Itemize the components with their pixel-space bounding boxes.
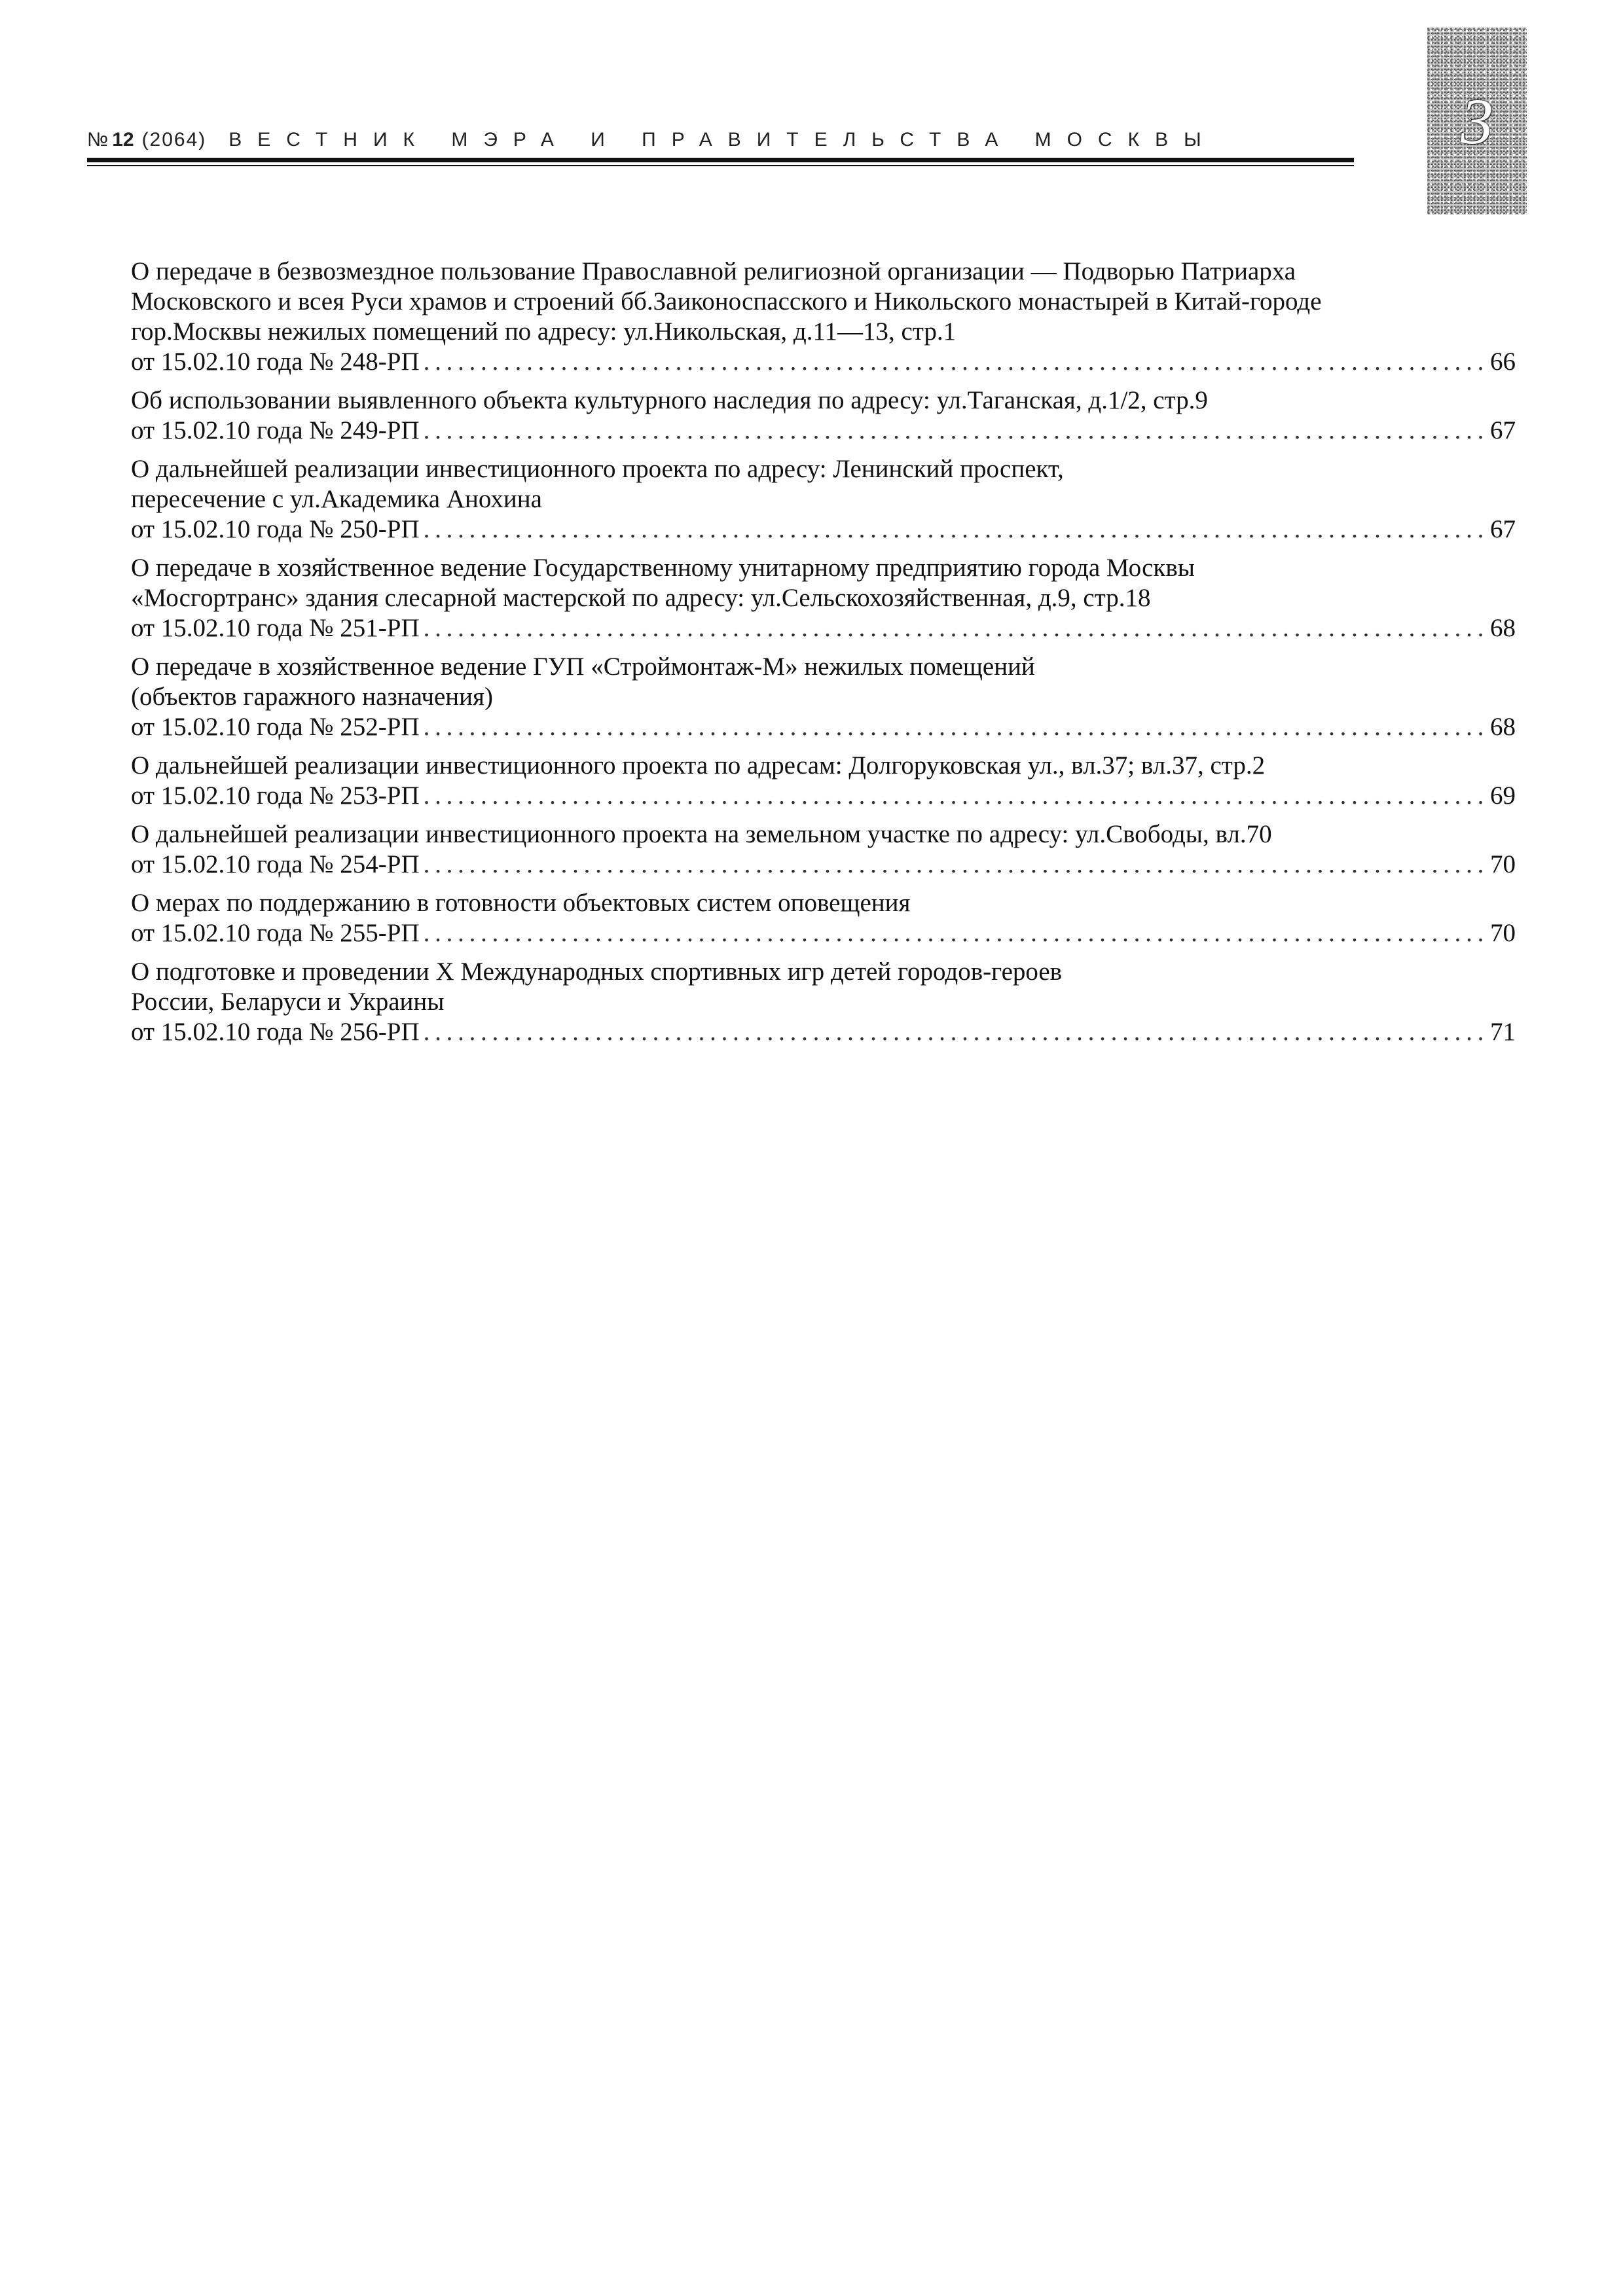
toc-entry-page[interactable]: 68	[1490, 614, 1516, 642]
dot-leader	[424, 850, 1486, 880]
toc-entry-title-line: О дальнейшей реализации инвестиционного проекта по адресу: Ленинский проспект,	[131, 455, 1064, 483]
toc-entry-order-number: от 15.02.10 года № 253-РП	[131, 781, 420, 810]
toc-entry-title-line: России, Беларуси и Украины	[131, 988, 445, 1016]
toc-entry-page[interactable]: 71	[1490, 1018, 1516, 1046]
toc-entry-title-line: (объектов гаражного назначения)	[131, 683, 493, 711]
publication-title: ВЕСТНИК МЭРА И ПРАВИТЕЛЬСТВА МОСКВЫ	[228, 129, 1217, 151]
toc-entry-order-number: от 15.02.10 года № 256-РП	[131, 1018, 420, 1046]
header-rule-thin	[87, 165, 1354, 166]
toc-entry-title-line: «Мосгортранс» здания слесарной мастерской по адресу: ул.Сельскохозяйственная, д.9, стр.18	[131, 584, 1151, 612]
toc-entry-title-line: О подготовке и проведении X Международных спортивных игр детей городов-героев	[131, 958, 1063, 986]
toc-entry-reference	[131, 347, 1516, 377]
toc-entry-reference	[131, 781, 1516, 811]
toc-entry-page[interactable]: 67	[1490, 515, 1516, 543]
dot-leader	[424, 347, 1486, 377]
toc-entry-page[interactable]: 70	[1490, 850, 1516, 878]
toc-entry[interactable]	[131, 957, 1516, 1047]
dot-leader	[424, 416, 1486, 446]
dot-leader	[424, 781, 1486, 811]
toc-entry-reference	[131, 613, 1516, 643]
toc-entry-order-number: от 15.02.10 года № 255-РП	[131, 919, 420, 947]
toc-entry-page[interactable]: 69	[1490, 781, 1516, 810]
dot-leader	[424, 514, 1486, 545]
toc-entry-page[interactable]: 70	[1490, 919, 1516, 947]
toc-entry-title-line: Московского и всея Руси храмов и строений бб.Заиконоспасского и Никольского монастырей в Китай-городе	[131, 287, 1322, 315]
toc-entry-reference	[131, 416, 1516, 446]
toc-entry-reference	[131, 712, 1516, 742]
issue-number: 12	[112, 129, 134, 151]
page-number-badge	[1427, 27, 1527, 215]
page-number: 3	[1461, 84, 1493, 158]
toc-entry-order-number: от 15.02.10 года № 250-РП	[131, 515, 420, 543]
toc-entry[interactable]	[131, 386, 1516, 446]
toc-entry-title-line: пересечение с ул.Академика Анохина	[131, 485, 542, 513]
issue-year: (2064)	[141, 129, 207, 151]
toc-entry[interactable]	[131, 888, 1516, 948]
toc-entry-page[interactable]: 68	[1490, 713, 1516, 741]
running-header	[87, 128, 1351, 152]
toc-entry-title-line: О дальнейшей реализации инвестиционного проекта по адресам: Долгоруковская ул., вл.37; вл.37, стр.2	[131, 751, 1266, 780]
toc-entry-order-number: от 15.02.10 года № 248-РП	[131, 348, 420, 376]
toc-entry-reference	[131, 1017, 1516, 1047]
toc-entry[interactable]	[131, 751, 1516, 811]
toc-entry[interactable]	[131, 652, 1516, 742]
toc-entry-page[interactable]: 66	[1490, 348, 1516, 376]
toc-entry[interactable]	[131, 257, 1516, 377]
toc-entry-title-line: гор.Москвы нежилых помещений по адресу: ул.Никольская, д.11—13, стр.1	[131, 317, 957, 346]
toc-entry-order-number: от 15.02.10 года № 254-РП	[131, 850, 420, 878]
dot-leader	[424, 613, 1486, 643]
toc-entry[interactable]	[131, 454, 1516, 545]
toc-entry-title-line: О дальнейшей реализации инвестиционного проекта на земельном участке по адресу: ул.Свободы, вл.70	[131, 820, 1272, 848]
toc-entry-reference	[131, 918, 1516, 948]
header-rule-thick	[87, 158, 1354, 162]
toc-entry-order-number: от 15.02.10 года № 252-РП	[131, 713, 420, 741]
toc-entry[interactable]	[131, 819, 1516, 880]
toc-entry-page[interactable]: 67	[1490, 416, 1516, 444]
toc-entry-reference	[131, 850, 1516, 880]
dot-leader	[424, 918, 1486, 948]
dot-leader	[424, 1017, 1486, 1047]
dot-leader	[424, 712, 1486, 742]
issue-prefix: №	[87, 129, 109, 151]
toc-entry-title-line: О передаче в хозяйственное ведение ГУП «Строймонтаж-М» нежилых помещений	[131, 653, 1035, 681]
toc-entry-reference	[131, 514, 1516, 545]
table-of-contents	[131, 257, 1516, 1056]
toc-entry[interactable]	[131, 553, 1516, 643]
toc-entry-order-number: от 15.02.10 года № 249-РП	[131, 416, 420, 444]
toc-entry-title-line: О передаче в хозяйственное ведение Государственному унитарному предприятию города Москвы	[131, 554, 1195, 582]
toc-entry-title-line: Об использовании выявленного объекта культурного наследия по адресу: ул.Таганская, д.1/2, стр.9	[131, 386, 1208, 414]
toc-entry-title-line: О мерах по поддержанию в готовности объектовых систем оповещения	[131, 889, 911, 917]
toc-entry-title-line: О передаче в безвозмездное пользование Православной религиозной организации — Подворью Патриарха	[131, 257, 1296, 285]
toc-entry-order-number: от 15.02.10 года № 251-РП	[131, 614, 420, 642]
